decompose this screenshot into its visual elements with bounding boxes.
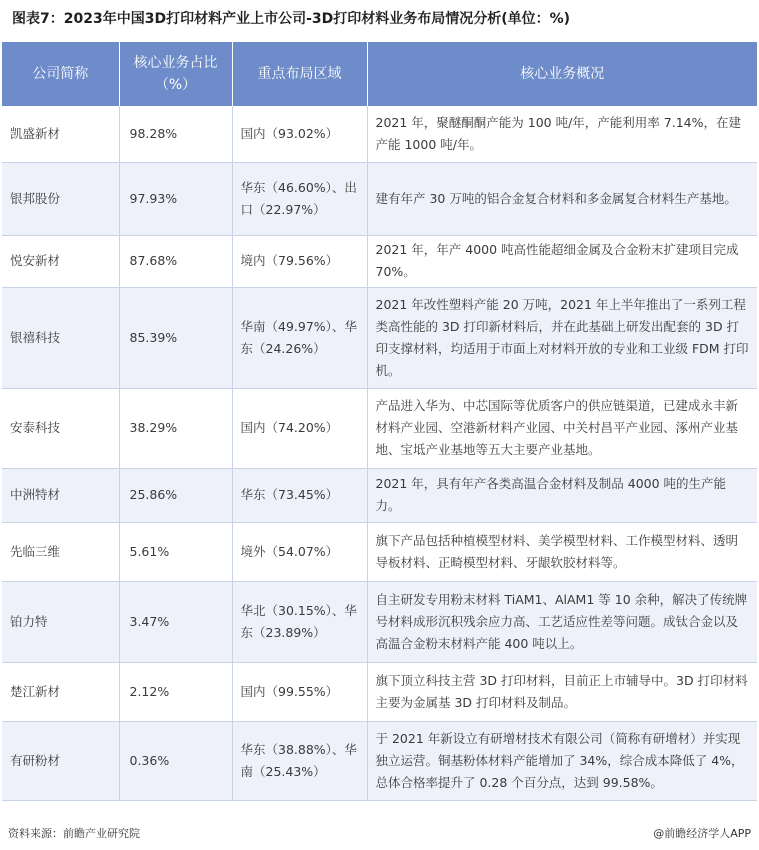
business-summary: 2021 年，具有年产各类高温合金材料及制品 4000 吨的生产能力。 — [367, 468, 757, 522]
chart-title: 图表7：2023年中国3D打印材料产业上市公司-3D打印材料业务布局情况分析(单位：%) — [12, 11, 571, 27]
header-summary: 核心业务概况 — [367, 42, 757, 106]
company-name: 悦安新材 — [2, 235, 119, 287]
business-share: 0.36% — [119, 721, 232, 800]
brand-credit: @前瞻经济学人APP — [653, 827, 751, 840]
business-share: 5.61% — [119, 522, 232, 581]
company-name: 有研粉材 — [2, 721, 119, 800]
table-row — [2, 721, 757, 800]
company-name: 银禧科技 — [2, 287, 119, 388]
table-row — [2, 162, 757, 235]
key-region: 境外（54.07%） — [232, 522, 367, 581]
business-summary: 旗下顶立科技主营 3D 打印材料，目前正上市辅导中。3D 打印材料主要为金属基 3D 打印材料及制品。 — [375, 672, 748, 710]
table-row — [2, 662, 757, 721]
business-summary: 自主研发专用粉末材料 TiAM1、AlAM1 等 10 余种，解决了传统牌号材料成形沉积残余应力高、工艺适应性差等问题。成钛合金以及高温合金粉末材料产能 400 吨以上。 — [367, 581, 757, 662]
header-company: 公司简称 — [2, 42, 119, 106]
business-share: 87.68% — [119, 235, 232, 287]
company-name: 楚江新材 — [2, 662, 119, 721]
key-region: 国内（74.20%） — [232, 388, 367, 468]
business-summary: 建有年产 30 万吨的铝合金复合材料和多金属复合材料生产基地。 — [367, 162, 757, 235]
business-share: 97.93% — [119, 162, 232, 235]
table-row — [2, 581, 757, 662]
business-share: 98.28% — [119, 106, 232, 162]
company-name: 铂力特 — [2, 581, 119, 662]
key-region: 华东（73.45%） — [232, 468, 367, 522]
table-row — [2, 235, 757, 287]
table-row — [2, 106, 757, 162]
key-region: 国内（99.55%） — [232, 662, 367, 721]
key-region: 华北（30.15%）、华东（23.89%） — [232, 581, 367, 662]
source-note: 资料来源：前瞻产业研究院 — [8, 827, 140, 840]
key-region: 华东（46.60%）、出口（22.97%） — [232, 162, 367, 235]
business-summary: 2021 年，聚醚酮酮产能为 100 吨/年，产能利用率 7.14%，在建产能 1000 吨/年。 — [375, 114, 741, 152]
business-share: 85.39% — [119, 287, 232, 388]
header-share: 核心业务占比（%） — [119, 42, 232, 106]
table-row — [2, 522, 757, 581]
business-share: 3.47% — [119, 581, 232, 662]
footer — [8, 824, 753, 844]
company-name: 中洲特材 — [2, 468, 119, 522]
business-layout-table — [2, 42, 757, 801]
table-header-row — [2, 42, 757, 106]
key-region: 华东（38.88%）、华南（25.43%） — [232, 721, 367, 800]
table-row — [2, 287, 757, 388]
business-share: 38.29% — [119, 388, 232, 468]
business-share: 25.86% — [119, 468, 232, 522]
key-region: 华南（49.97%）、华东（24.26%） — [232, 287, 367, 388]
company-name: 安泰科技 — [2, 388, 119, 468]
business-share: 2.12% — [119, 662, 232, 721]
company-name: 银邦股份 — [2, 162, 119, 235]
business-summary: 于 2021 年新设立有研增材技术有限公司（简称有研增材）并实现独立运营。铜基粉体材料产能增加了 34%，综合成本降低了 4%，总体合格率提升了 0.28 个百分点，达到 99.58%。 — [367, 721, 757, 800]
company-name: 先临三维 — [2, 522, 119, 581]
key-region: 境内（79.56%） — [232, 235, 367, 287]
table-row — [2, 468, 757, 522]
business-summary: 2021 年，年产 4000 吨高性能超细金属及合金粉末扩建项目完成 70%。 — [375, 242, 739, 279]
table-row — [2, 388, 757, 468]
key-region: 国内（93.02%） — [232, 106, 367, 162]
business-summary: 产品进入华为、中芯国际等优质客户的供应链渠道，已建成永丰新材料产业园、空港新材料产业园、中关村昌平产业园、涿州产业基地、宝坻产业基地等五大主要产业基地。 — [375, 398, 739, 457]
company-name: 凯盛新材 — [2, 106, 119, 162]
header-region: 重点布局区域 — [232, 42, 367, 106]
business-summary: 2021 年改性塑料产能 20 万吨，2021 年上半年推出了一系列工程类高性能的 3D 打印新材料后，并在此基础上研发出配套的 3D 打印支撑材料，均适用于市面上对材料开放的专业和工业级 FDM 打印机。 — [367, 287, 757, 388]
business-summary: 旗下产品包括种植模型材料、美学模型材料、工作模型材料、透明导板材料、正畸模型材料、牙龈软胶材料等。 — [375, 532, 739, 570]
